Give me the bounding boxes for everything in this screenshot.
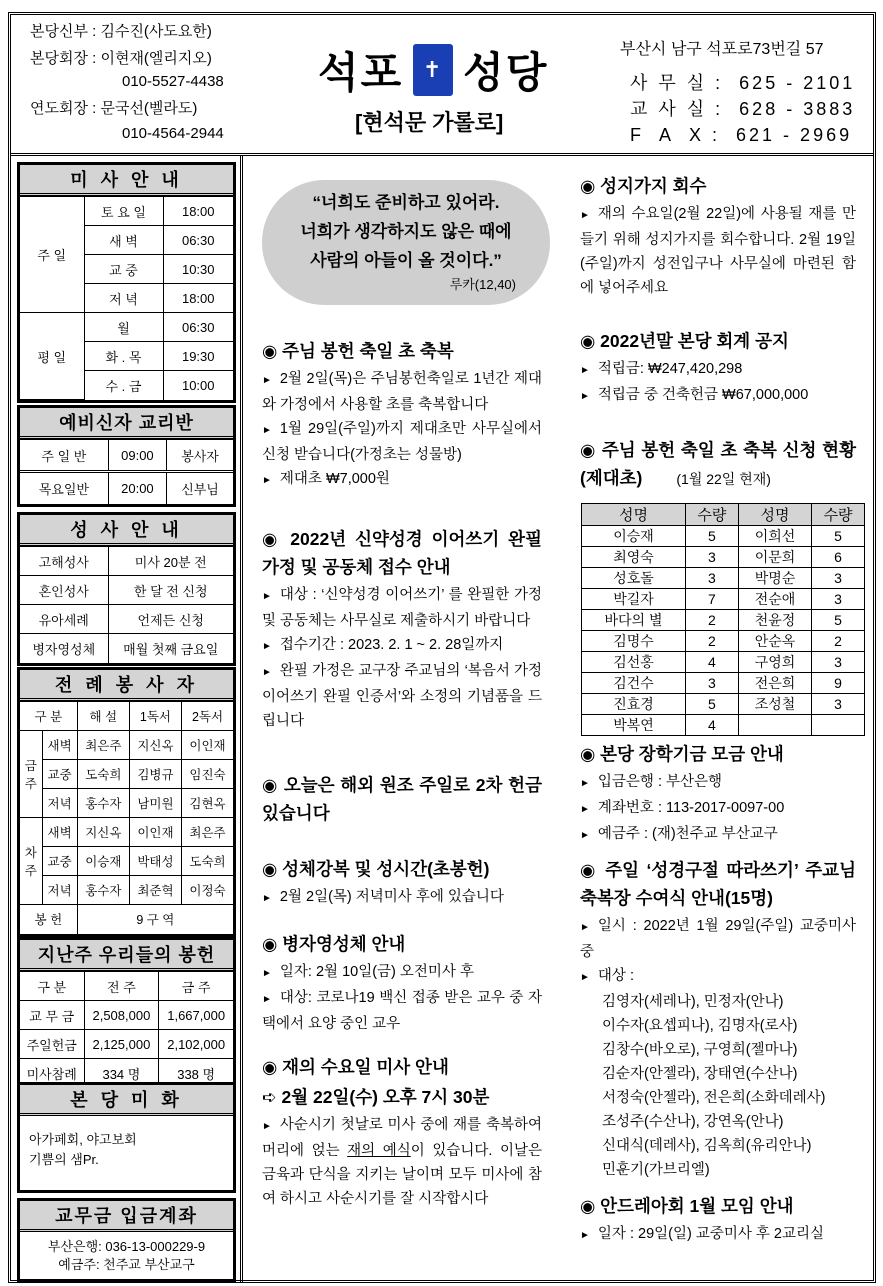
catechumen-title: 예비신자 교리반 — [20, 408, 233, 439]
cell: 임진숙 — [182, 760, 233, 789]
bullet-icon: ► — [262, 994, 272, 1005]
cell: 김병규 — [129, 760, 181, 789]
item-text: 일자 : 29일(일) 교중미사 후 2교리실 — [597, 1226, 825, 1242]
cell: 홍수자 — [77, 789, 129, 818]
quote-reference: 루카(12,40) — [449, 277, 516, 292]
scripture-quote — [262, 180, 550, 305]
table-row — [582, 610, 865, 631]
notice-section — [580, 1192, 856, 1248]
mass-table — [20, 196, 233, 400]
bullet-icon: ► — [580, 922, 590, 933]
notice-section — [580, 856, 856, 1182]
cell: 병자영성체 — [20, 634, 108, 663]
cell: 주일헌금 — [20, 1030, 84, 1059]
cell: 2,125,000 — [84, 1030, 159, 1059]
table-cell: 천윤정 — [738, 610, 811, 631]
section-title — [580, 327, 856, 355]
table-cell: 2 — [812, 631, 865, 652]
cell: 2독서 — [182, 702, 233, 731]
bullet-item — [580, 770, 856, 796]
recipient-name: 신대식(데레사), 김옥희(유리안나) — [602, 1138, 812, 1154]
cell: 도숙희 — [77, 760, 129, 789]
bullet-item — [262, 986, 542, 1036]
mass-cell: 06:30 — [163, 226, 233, 255]
section-title-text: ◉ 2022년 신약성경 이어쓰기 완필 가정 및 공동체 접수 안내 — [262, 529, 542, 577]
cell: 해 설 — [77, 702, 129, 731]
sacraments-box — [17, 512, 236, 666]
table-cell: 진효경 — [582, 694, 686, 715]
table-cell: 6 — [812, 547, 865, 568]
item-underline: 재의 예식 — [347, 1143, 411, 1159]
account-body — [20, 1232, 233, 1274]
notice-section — [262, 337, 542, 493]
yeondo-president: 연도회장 : 문국선(벨라도) — [30, 100, 198, 117]
flowers-box — [17, 1082, 236, 1193]
table-cell: 안순옥 — [738, 631, 811, 652]
column-divider — [240, 155, 243, 1282]
bullet-item — [262, 367, 542, 417]
section-title — [262, 337, 542, 365]
catechumen-box — [17, 405, 236, 507]
mass-cell: 06:30 — [163, 313, 233, 342]
section-title — [580, 856, 856, 912]
bullet-icon: ► — [580, 778, 590, 789]
table-header — [582, 504, 865, 526]
notice-section — [262, 855, 542, 911]
mass-cell: 10:30 — [163, 255, 233, 284]
item-text: 이 있습니다. 이날은 금육과 단식을 지키는 날이며 모두 미사에 참여 하시고 사순시기를 잘 시작합시다 — [262, 1143, 542, 1207]
bullet-icon: ► — [262, 641, 272, 652]
section-title — [262, 930, 542, 958]
table-cell: 5 — [812, 526, 865, 547]
table-cell: 박복연 — [582, 715, 686, 736]
cell: 지신옥 — [77, 818, 129, 847]
cell: 이인재 — [129, 818, 181, 847]
cell: 334 명 — [84, 1059, 159, 1088]
item-text: 완필 가정은 교구장 주교님의 ‘복음서 가정 이어쓰기 완필 인증서’와 소정의 기념품을 드립니다 — [262, 663, 542, 729]
section-title — [580, 172, 856, 200]
section-title-text: ◉ 성지가지 회수 — [580, 176, 707, 196]
table-cell: 2 — [686, 631, 739, 652]
bullet-item — [262, 417, 542, 467]
table-row — [582, 694, 865, 715]
cell: 미사 20분 전 — [108, 547, 233, 576]
bullet-icon: ► — [580, 210, 590, 221]
item-text: 적립금 중 건축헌금 ₩67,000,000 — [597, 387, 809, 403]
table-cell: 이희선 — [738, 526, 811, 547]
cell: 2,102,000 — [159, 1030, 233, 1059]
teachers-phone: 교 사 실 : 628 - 3883 — [630, 99, 856, 119]
liturgy-box — [17, 667, 236, 937]
notice-section — [580, 172, 856, 300]
bullet-icon: ► — [262, 667, 272, 678]
church-logo-icon: ✝ — [413, 44, 453, 96]
table-row — [582, 652, 865, 673]
cell: 최은주 — [182, 818, 233, 847]
bullet-icon: ► — [262, 375, 272, 386]
fax: F A X : 621 - 2969 — [630, 125, 853, 145]
item-text: 대상 : — [597, 968, 634, 984]
priest: 본당신부 : 김수진(사도요한) — [30, 23, 212, 40]
cell: 구 분 — [20, 972, 84, 1001]
table-cell: 전순애 — [738, 589, 811, 610]
table-cell: 김선홍 — [582, 652, 686, 673]
table-cell: 3 — [686, 568, 739, 589]
title-left: 석포 — [318, 49, 404, 96]
recipient-name: 이수자(요셉피나), 김명자(로사) — [602, 1018, 798, 1034]
bullet-item — [262, 1113, 542, 1211]
bullet-icon: ► — [262, 475, 272, 486]
notice-section — [262, 1053, 542, 1211]
yeondo-phone: 010-4564-2944 — [122, 125, 224, 142]
section-title-text: ◉ 재의 수요일 미사 안내 — [262, 1057, 449, 1077]
item-text: 대상 : ‘신약성경 이어쓰기’ 를 완필한 가정 및 공동체는 사무실로 제출하시기 바랍니다 — [262, 587, 542, 629]
cell: 차주 — [20, 818, 42, 905]
bullet-icon: ► — [262, 1121, 272, 1132]
table-cell — [738, 715, 811, 736]
bullet-item — [580, 822, 856, 848]
section-title-text: ◉ 2022년말 본당 회계 공지 — [580, 331, 789, 351]
mass-cell: 18:00 — [163, 284, 233, 313]
bullet-item — [262, 659, 542, 733]
offering-box — [17, 937, 236, 1091]
table-cell: 최영숙 — [582, 547, 686, 568]
bullet-item — [580, 357, 856, 383]
quote-line: “너희도 준비하고 있어라. — [312, 193, 500, 212]
cell: 고해성사 — [20, 547, 108, 576]
flowers-line: 기쁨의 샘Pr. — [29, 1152, 99, 1167]
table-cell: 5 — [812, 610, 865, 631]
cell: 목요일반 — [20, 472, 108, 504]
section-title-text: ◉ 안드레아회 1월 모임 안내 — [580, 1196, 794, 1216]
cell: 9 구 역 — [77, 905, 233, 934]
president: 본당회장 : 이현재(엘리지오) — [30, 50, 212, 67]
address: 부산시 남구 석포로73번길 57 — [620, 41, 824, 58]
table-cell: 김명수 — [582, 631, 686, 652]
cell: 구 분 — [20, 702, 77, 731]
table-cell: 3 — [812, 568, 865, 589]
flowers-title: 본 당 미 화 — [20, 1085, 233, 1116]
section-title-text: ◉ 병자영성체 안내 — [262, 934, 406, 954]
cell: 교중 — [42, 760, 77, 789]
notice-section — [262, 930, 542, 1036]
phones — [630, 70, 855, 148]
offering-title: 지난주 우리들의 봉헌 — [20, 940, 233, 971]
sacraments-title: 성 사 안 내 — [20, 515, 233, 546]
table-cell: 2 — [686, 610, 739, 631]
item-text: 2월 2일(목)은 주님봉헌축일로 1년간 제대와 가정에서 사용할 초를 축복합니다 — [262, 371, 542, 413]
table-cell: 전은희 — [738, 673, 811, 694]
cell: 09:00 — [108, 440, 166, 472]
item-text: 2월 2일(목) 저녁미사 후에 있습니다 — [279, 889, 504, 905]
section-title — [262, 855, 542, 883]
bullet-icon: ► — [262, 591, 272, 602]
table-cell: 3 — [812, 589, 865, 610]
mass-cell: 월 — [84, 313, 163, 342]
bullet-item — [580, 964, 856, 990]
table-cell: 5 — [686, 526, 739, 547]
liturgy-table — [20, 701, 233, 934]
table-cell: 구영희 — [738, 652, 811, 673]
candle-request-table — [581, 503, 865, 736]
offering-table — [20, 971, 233, 1088]
cell: 교 무 금 — [20, 1001, 84, 1030]
item-text: 접수기간 : 2023. 2. 1 ~ 2. 28일까지 — [279, 637, 504, 653]
cell: 남미원 — [129, 789, 181, 818]
section-title — [580, 740, 856, 768]
cell: 전 주 — [84, 972, 159, 1001]
account-line: 예금주: 천주교 부산교구 — [58, 1257, 195, 1272]
bullet-item — [580, 914, 856, 964]
bullet-item — [262, 633, 542, 659]
section-title — [262, 1053, 542, 1081]
item-text: 제대초 ₩7,000원 — [279, 471, 390, 487]
church-title — [318, 40, 548, 100]
cell: 지신옥 — [129, 731, 181, 760]
cell: 이승재 — [77, 847, 129, 876]
cell: 새벽 — [42, 818, 77, 847]
section-title — [580, 436, 856, 493]
bullet-item — [580, 1222, 856, 1248]
table-row — [582, 631, 865, 652]
quote-line: 너희가 생각하지도 않은 때에 — [300, 222, 512, 241]
title-right: 성당 — [463, 49, 549, 96]
table-cell: 성호돌 — [582, 568, 686, 589]
recipient-name: 서정숙(안젤라), 전은희(소화데레사) — [602, 1090, 826, 1106]
cell: 언제든 신청 — [108, 605, 233, 634]
section-title — [580, 1192, 856, 1220]
item-text: 예금주 : (재)천주교 부산교구 — [597, 826, 778, 842]
mass-cell: 수 . 금 — [84, 371, 163, 400]
catechumen-table — [20, 439, 233, 504]
cell: 홍수자 — [77, 876, 129, 905]
column-header: 수량 — [686, 504, 739, 526]
office-phone: 사 무 실 : 625 - 2101 — [630, 73, 856, 93]
weekday-label: 평 일 — [20, 313, 84, 400]
bullet-item — [262, 885, 542, 911]
cell: 교중 — [42, 847, 77, 876]
bullet-item — [580, 796, 856, 822]
mass-cell: 새 벽 — [84, 226, 163, 255]
table-row — [582, 568, 865, 589]
cell: 박태성 — [129, 847, 181, 876]
bullet-icon: ► — [580, 365, 590, 376]
bullet-item — [262, 583, 542, 633]
table-row — [582, 673, 865, 694]
bullet-icon: ► — [580, 830, 590, 841]
table-cell: 3 — [812, 694, 865, 715]
cell: 한 달 전 신청 — [108, 576, 233, 605]
cell: 매월 첫째 금요일 — [108, 634, 233, 663]
mass-title: 미 사 안 내 — [20, 165, 233, 196]
item-text: 대상: 코로나19 백신 접종 받은 교우 중 자택에서 요양 중인 교우 — [262, 990, 542, 1032]
table-cell: 바다의 별 — [582, 610, 686, 631]
table-row — [582, 589, 865, 610]
cell: 새벽 — [42, 731, 77, 760]
cell: 저녁 — [42, 876, 77, 905]
recipient-name: 김순자(안젤라), 장태연(수산나) — [602, 1066, 798, 1082]
bullet-icon: ► — [262, 968, 272, 979]
notice-section — [580, 327, 856, 409]
section-title-text: ◉ 주일 ‘성경구절 따라쓰기’ 주교님 축복장 수여식 안내(15명) — [580, 860, 856, 908]
table-cell: 9 — [812, 673, 865, 694]
item-text: 입금은행 : 부산은행 — [597, 774, 723, 790]
notice-section — [580, 740, 856, 848]
notice-section — [580, 436, 856, 495]
cell: 20:00 — [108, 472, 166, 504]
liturgy-title: 전 례 봉 사 자 — [20, 670, 233, 701]
table-cell: 4 — [686, 715, 739, 736]
mass-cell: 18:00 — [163, 197, 233, 226]
quote-line: 사람의 아들이 올 것이다.” — [310, 251, 502, 270]
item-text: 일시 : 2022년 1월 29일(주일) 교중미사 중 — [580, 918, 856, 960]
cell: 이인재 — [182, 731, 233, 760]
cell: 저녁 — [42, 789, 77, 818]
table-cell: 조성철 — [738, 694, 811, 715]
cell: 2,508,000 — [84, 1001, 159, 1030]
bullet-icon: ► — [262, 893, 272, 904]
table-row — [582, 547, 865, 568]
section-title-text: ◉ 주님 봉헌 축일 초 축복 신청 현황(제대초) — [580, 440, 856, 488]
table-cell: 박명순 — [738, 568, 811, 589]
mass-cell: 화 . 목 — [84, 342, 163, 371]
table-cell: 3 — [686, 547, 739, 568]
church-subtitle: [현석문 가롤로] — [355, 110, 504, 135]
account-line: 부산은행: 036-13-000229-9 — [47, 1239, 206, 1254]
bullet-icon: ► — [580, 1230, 590, 1241]
table-cell: 이문희 — [738, 547, 811, 568]
cell: 봉 헌 — [20, 905, 77, 934]
bullet-item — [580, 383, 856, 409]
bullet-item — [262, 467, 542, 493]
cell: 이정숙 — [182, 876, 233, 905]
section-title — [262, 771, 542, 827]
item-text: 사순시기 첫날로 미사 중에 재를 축복하여 머리에 얹는 — [262, 1117, 542, 1159]
cell: 봉사자 — [167, 440, 233, 472]
bullet-icon: ► — [580, 391, 590, 402]
cell: 최준혁 — [129, 876, 181, 905]
item-text: 1월 29일(주일)까지 제대초만 사무실에서 신청 받습니다(가정초는 성물방) — [262, 421, 542, 463]
cell: 유아세례 — [20, 605, 108, 634]
table-cell: 박길자 — [582, 589, 686, 610]
bullet-icon: ► — [580, 972, 590, 983]
column-header: 성명 — [582, 504, 686, 526]
table-row — [582, 715, 865, 736]
notice-section — [262, 525, 542, 733]
item-text: 일자: 2월 10일(금) 오전미사 후 — [279, 964, 474, 980]
table-cell: 4 — [686, 652, 739, 673]
cell: 1,667,000 — [159, 1001, 233, 1030]
table-cell — [812, 715, 865, 736]
table-cell: 5 — [686, 694, 739, 715]
as-of-date: (1월 22일 현재) — [676, 471, 771, 487]
account-box — [17, 1198, 236, 1282]
section-title-text: ◉ 오늘은 해외 원조 주일로 2차 헌금 있습니다 — [262, 775, 542, 823]
item-text: 계좌번호 : 113-2017-0097-00 — [597, 800, 785, 816]
bullet-icon: ► — [262, 425, 272, 436]
item-text: 재의 수요일(2월 22일)에 사용될 재를 만들기 위해 성지가지를 회수합니다. 2월 19일(주일)까지 성전입구나 사무실에 마련된 함에 넣어주세요 — [580, 206, 856, 296]
cell: 도숙희 — [182, 847, 233, 876]
cell: 신부님 — [167, 472, 233, 504]
table-cell: 김건수 — [582, 673, 686, 694]
column-header: 성명 — [738, 504, 811, 526]
table-cell: 7 — [686, 589, 739, 610]
cell: 1독서 — [129, 702, 181, 731]
column-header: 수량 — [812, 504, 865, 526]
table-cell: 3 — [812, 652, 865, 673]
section-title-text: ◉ 성체강복 및 성시간(초봉헌) — [262, 859, 490, 879]
item-text: 적립금: ₩247,420,298 — [597, 361, 743, 377]
recipient-name: 조성주(수산나), 강연옥(안나) — [602, 1114, 784, 1130]
mass-cell: 토 요 일 — [84, 197, 163, 226]
cell: 금주 — [20, 731, 42, 818]
flowers-body — [20, 1116, 233, 1170]
cell: 미사참례 — [20, 1059, 84, 1088]
section-title-text: ◉ 주님 봉헌 축일 초 축복 — [262, 341, 454, 361]
mass-cell: 19:30 — [163, 342, 233, 371]
header-divider — [10, 153, 874, 156]
section-title — [262, 525, 542, 581]
president-phone: 010-5527-4438 — [122, 73, 224, 90]
account-title: 교무금 입금계좌 — [20, 1201, 233, 1232]
cell: 혼인성사 — [20, 576, 108, 605]
cell: 김현옥 — [182, 789, 233, 818]
bullet-icon: ► — [580, 804, 590, 815]
table-row — [582, 526, 865, 547]
notice-section — [262, 771, 542, 829]
cell: 338 명 — [159, 1059, 233, 1088]
recipient-name: 민훈기(가브리엘) — [602, 1162, 710, 1178]
recipient-name: 김영자(세레나), 민정자(안나) — [602, 994, 784, 1010]
mass-cell: 교 중 — [84, 255, 163, 284]
cell: 금 주 — [159, 972, 233, 1001]
section-title-text: ◉ 본당 장학기금 모금 안내 — [580, 744, 784, 764]
mass-box — [17, 162, 236, 403]
recipient-name: 김창수(바오로), 구영희(젤마나) — [602, 1042, 798, 1058]
cell: 최은주 — [77, 731, 129, 760]
section-subtitle: ➪ 2월 22일(수) 오후 7시 30분 — [262, 1087, 490, 1107]
table-cell: 3 — [686, 673, 739, 694]
mass-cell: 저 녁 — [84, 284, 163, 313]
mass-cell: 10:00 — [163, 371, 233, 400]
cell: 주 일 반 — [20, 440, 108, 472]
sunday-label: 주 일 — [20, 197, 84, 313]
sacraments-table — [20, 546, 233, 663]
bullet-item — [262, 960, 542, 986]
table-cell: 이승재 — [582, 526, 686, 547]
flowers-line: 아가페회, 야고보회 — [29, 1132, 137, 1147]
bullet-item — [580, 202, 856, 300]
